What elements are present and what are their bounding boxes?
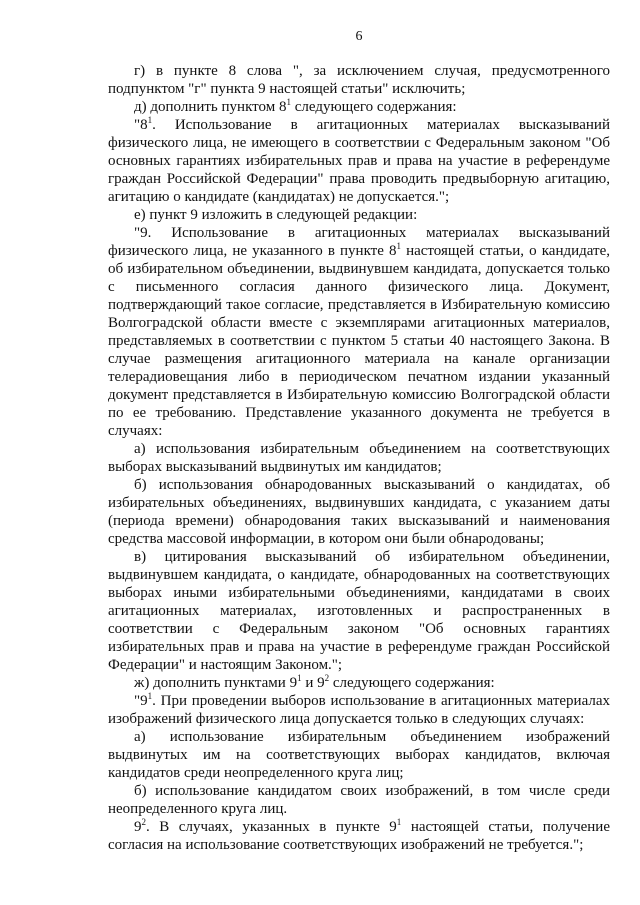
paragraph-item-zh: ж) дополнить пунктами $9^1$ и $9^2$ следующего содержания: bbox=[134, 673, 495, 691]
superscript: 1 bbox=[396, 817, 402, 827]
superscript: 1 bbox=[297, 673, 302, 683]
document-body bbox=[108, 62, 610, 854]
paragraph-9-1-subitem-b: б) использование кандидатом своих изображений, в том числе среди неопределенного круга лиц. bbox=[108, 783, 610, 817]
paragraph-subitem-v: в) цитирования высказываний об избирательном объединении, выдвинувшем кандидата, о кандидате, обнародованных на соответствующих выборах иными избирательными объединениями, кандидатами в своих агитационных материалах, изготовленных и распространенных в соответствии с Федеральным законом "Об основных гарантиях избирательных прав и права на участие в референдуме граждан Российской Федерации" и настоящим Законом."; bbox=[108, 549, 610, 673]
superscript: 2 bbox=[141, 817, 146, 827]
paragraph-point-9: "9. Использование в агитационных материалах высказываний физического лица, не указанного в пункте $8^1$ настоящей статьи, о кандидате, об избирательном объединении, выдвинувшем кандидата, допускается только с письменного согласия данного физического лица. Документ, подтверждающий такое согласие, представляется в Избирательную комиссию Волгоградской области вместе с экземплярами агитационных материалов, представляемых в соответствии с пунктом 5 статьи 40 настоящего Закона. В случае размещения агитационного материала на канале организации телерадиовещания либо в периодическом печатном издании указанный документ представляется в Избирательную комиссию Волгоградской области по ее требованию. Представление указанного документа не требуется в случаях: bbox=[108, 225, 610, 439]
paragraph-item-g: г) в пункте 8 слова ", за исключением случая, предусмотренного подпунктом "г" пункта 9 настоящей статьи" исключить; bbox=[108, 63, 610, 97]
superscript: 1 bbox=[147, 691, 153, 701]
superscript: 1 bbox=[147, 115, 153, 125]
document-page bbox=[108, 28, 610, 854]
paragraph-point-8-1: "$8^1$. Использование в агитационных материалах высказываний физического лица, не имеющего в соответствии с Федеральным законом "Об основных гарантиях избирательных прав и права на участие в референдуме граждан Российской Федерации" права проводить предвыборную агитацию, агитацию о кандидате (кандидатах) не допускается."; bbox=[108, 115, 610, 205]
paragraph-item-d: д) дополнить пунктом $8^1$ следующего содержания: bbox=[134, 97, 457, 115]
paragraph-item-e: е) пункт 9 изложить в следующей редакции: bbox=[134, 207, 418, 223]
paragraph-9-1-subitem-a: а) использование избирательным объединением изображений выдвинутых им на соответствующих выборах кандидатов, включая кандидатов среди неопределенного круга лиц; bbox=[108, 729, 610, 781]
paragraph-subitem-a: а) использования избирательным объединением на соответствующих выборах высказываний выдвинутых им кандидатов; bbox=[108, 441, 610, 475]
superscript: 1 bbox=[396, 241, 401, 251]
paragraph-point-9-1: "$9^1$. При проведении выборов использование в агитационных материалах изображений физического лица допускается только в следующих случаях: bbox=[108, 691, 610, 727]
paragraph-point-9-2: $9^2$. В случаях, указанных в пункте $9^1$ настоящей статьи, получение согласия на использование соответствующих изображений не требуется."; bbox=[108, 817, 610, 853]
page-number: 6 bbox=[355, 29, 363, 44]
superscript: 1 bbox=[286, 97, 291, 107]
superscript: 2 bbox=[324, 673, 330, 683]
paragraph-subitem-b: б) использования обнародованных высказываний о кандидатах, об избирательных объединениях, выдвинувших кандидата, с указанием даты (периода времени) обнародования таких высказываний и наименования средства массовой информации, в котором они были обнародованы; bbox=[108, 477, 610, 547]
